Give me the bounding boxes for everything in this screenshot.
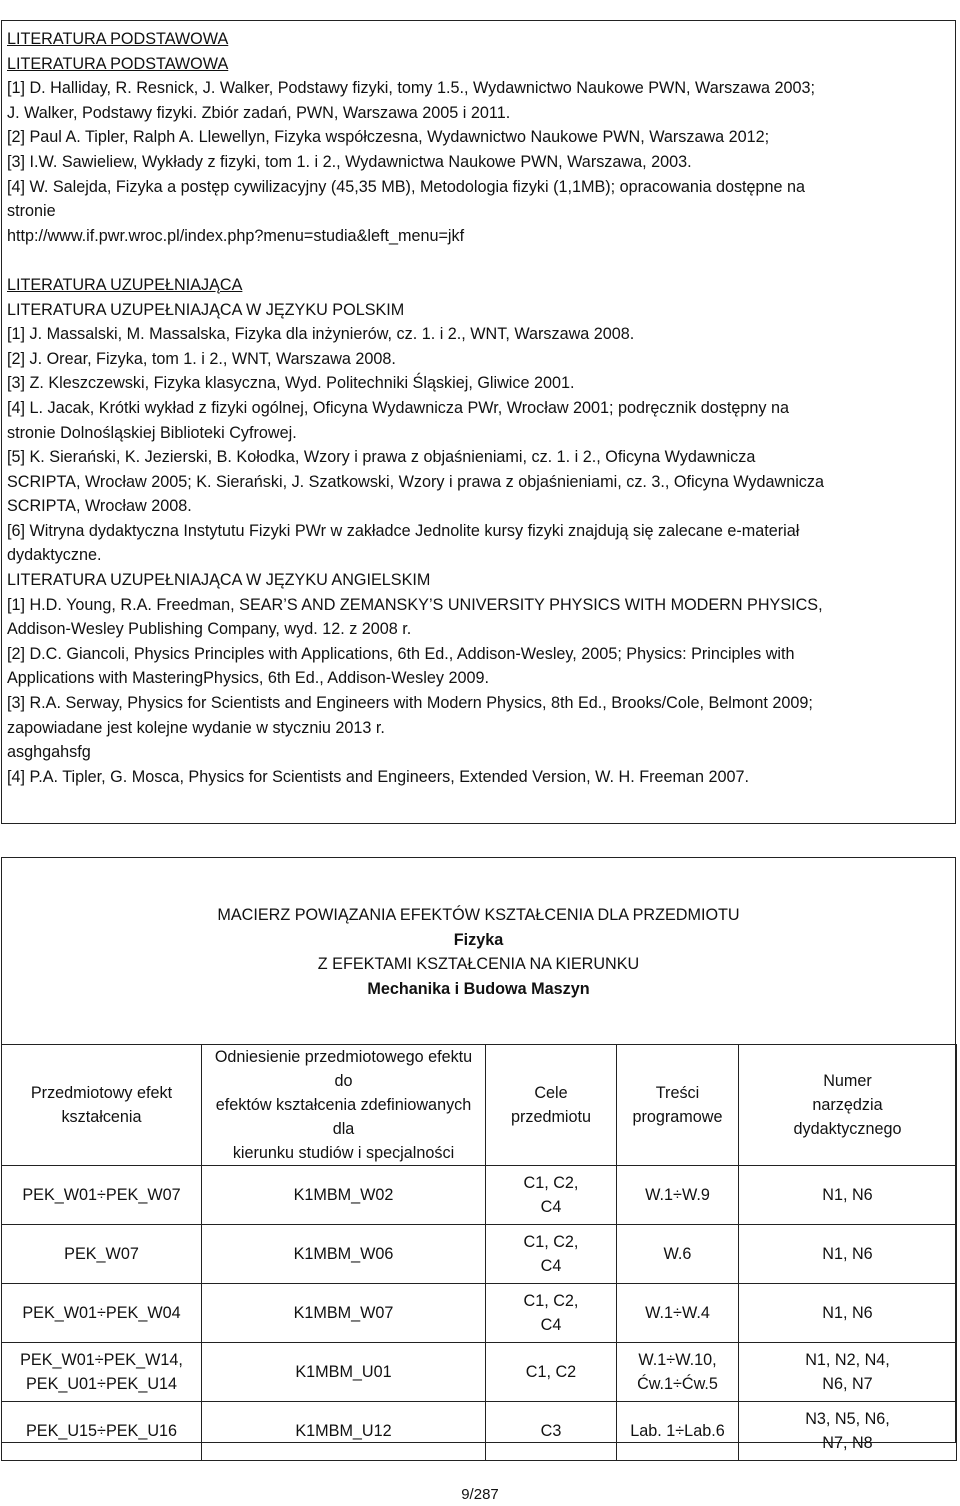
- table-cell-line: N1, N6: [822, 1186, 873, 1204]
- table-cell: [617, 1166, 739, 1225]
- matrix-title: [1, 903, 956, 1001]
- matrix-field: Mechanika i Budowa Maszyn: [367, 979, 590, 998]
- matrix-header-cell-line: Treści: [655, 1084, 700, 1102]
- page-number: 9/287: [461, 1486, 499, 1503]
- literature-line: [2] J. Orear, Fizyka, tom 1. i 2., WNT, Warszawa 2008.: [7, 349, 396, 368]
- literature-line: [4] P.A. Tipler, G. Mosca, Physics for Scientists and Engineers, Extended Version, W. H. Freeman 2007.: [7, 767, 749, 786]
- literature-line: J. Walker, Podstawy fizyki. Zbiór zadań, PWN, Warszawa 2005 i 2011.: [7, 103, 511, 122]
- table-cell: [2, 1284, 202, 1343]
- table-cell-line: N3, N5, N6,: [805, 1410, 890, 1428]
- table-cell-line: PEK_W01÷PEK_W04: [22, 1304, 181, 1322]
- table-cell: [486, 1402, 617, 1461]
- table-cell-line: N1, N6: [822, 1304, 873, 1322]
- matrix-header-cell-line: narzędzia: [812, 1096, 883, 1114]
- matrix-header-cell: [486, 1045, 617, 1166]
- literature-line: zapowiadane jest kolejne wydanie w styczniu 2013 r.: [7, 718, 385, 737]
- matrix-header-cell-line: dydaktycznego: [793, 1120, 902, 1138]
- table-cell: [202, 1343, 486, 1402]
- table-cell: [739, 1343, 957, 1402]
- table-cell: [486, 1343, 617, 1402]
- matrix-header-cell: [617, 1045, 739, 1166]
- literature-line: asghgahsfg: [7, 743, 91, 762]
- literature-line: [2] D.C. Giancoli, Physics Principles with Applications, 6th Ed., Addison-Wesley, 2005; Physics: Principles with: [7, 644, 795, 663]
- table-cell-line: PEK_U01÷PEK_U14: [25, 1375, 178, 1393]
- table-cell-line: K1MBM_U12: [295, 1422, 392, 1440]
- matrix-header-row: [2, 1045, 957, 1166]
- literature-line: Applications with MasteringPhysics, 6th Ed., Addison-Wesley 2009.: [7, 669, 489, 688]
- table-row: [2, 1284, 957, 1343]
- table-cell-line: K1MBM_W07: [293, 1304, 394, 1322]
- table-cell-line: C1, C2,: [523, 1174, 579, 1192]
- literature-line: LITERATURA PODSTAWOWA: [7, 30, 229, 48]
- literature-line: LITERATURA UZUPEŁNIAJĄCA W JĘZYKU ANGIELSKIM: [7, 571, 431, 590]
- matrix-subject: Fizyka: [453, 930, 504, 949]
- table-cell: [739, 1225, 957, 1284]
- literature-line: [7, 248, 952, 273]
- table-row: [2, 1225, 957, 1284]
- literature-line: [5] K. Sierański, K. Jezierski, B. Kołodka, Wzory i prawa z objaśnieniami, cz. 1. i 2., Oficyna Wydawnicza: [7, 448, 756, 467]
- literature-line: LITERATURA UZUPEŁNIAJĄCA: [7, 275, 243, 294]
- literature-line: [4] L. Jacak, Krótki wykład z fizyki ogólnej, Oficyna Wydawnicza PWr, Wrocław 2001; podręcznik dostępny na: [7, 398, 789, 417]
- literature-line: SCRIPTA, Wrocław 2008.: [7, 497, 192, 516]
- literature-line: dydaktyczne.: [7, 546, 102, 565]
- literature-line: [3] Z. Kleszczewski, Fizyka klasyczna, Wyd. Politechniki Śląskiej, Gliwice 2001.: [7, 374, 575, 393]
- table-cell-line: K1MBM_W02: [293, 1186, 394, 1204]
- matrix-header-cell-line: przedmiotu: [510, 1108, 592, 1126]
- literature-line: SCRIPTA, Wrocław 2005; K. Sierański, J. Szatkowski, Wzory i prawa z objaśnieniami, cz. 3., Oficyna Wydawnicza: [7, 472, 824, 491]
- table-cell-line: C1, C2,: [523, 1292, 579, 1310]
- table-cell-line: W.6: [663, 1245, 692, 1263]
- table-cell-line: W.1÷W.4: [645, 1304, 710, 1322]
- table-cell-line: N7, N8: [822, 1434, 873, 1452]
- table-cell-line: Ćw.1÷Ćw.5: [637, 1375, 718, 1393]
- table-cell-line: W.1÷W.9: [645, 1186, 710, 1204]
- table-cell: [617, 1402, 739, 1461]
- literature-line: http://www.if.pwr.wroc.pl/index.php?menu=studia&left_menu=jkf: [7, 226, 465, 245]
- table-cell: [617, 1343, 739, 1402]
- matrix-header-cell-line: Cele: [534, 1084, 568, 1102]
- table-row: [2, 1343, 957, 1402]
- table-cell: [2, 1343, 202, 1402]
- table-cell-line: PEK_U15÷PEK_U16: [25, 1422, 178, 1440]
- table-cell: [739, 1284, 957, 1343]
- table-cell-line: Lab. 1÷Lab.6: [630, 1422, 725, 1440]
- matrix-header-cell: [2, 1045, 202, 1166]
- literature-line: Addison-Wesley Publishing Company, wyd. 12. z 2008 r.: [7, 620, 412, 639]
- table-cell-line: C4: [540, 1257, 562, 1275]
- table-cell: [202, 1166, 486, 1225]
- matrix-header-cell-line: kierunku studiów i specjalności: [232, 1144, 455, 1162]
- table-cell: [486, 1284, 617, 1343]
- table-cell-line: PEK_W07: [64, 1245, 139, 1263]
- table-row: [2, 1402, 957, 1461]
- matrix-title-line1: MACIERZ POWIĄZANIA EFEKTÓW KSZTAŁCENIA DLA PRZEDMIOTU: [217, 906, 740, 924]
- matrix-header-cell-line: programowe: [632, 1108, 723, 1126]
- matrix-header-cell: [202, 1045, 486, 1166]
- literature-line: [1] J. Massalski, M. Massalska, Fizyka dla inżynierów, cz. 1. i 2., WNT, Warszawa 2008.: [7, 325, 635, 344]
- table-cell-line: C1, C2,: [523, 1233, 579, 1251]
- table-cell-line: K1MBM_U01: [295, 1363, 392, 1381]
- table-cell: [2, 1166, 202, 1225]
- matrix-header-cell-line: kształcenia: [61, 1108, 142, 1126]
- table-cell-line: C3: [540, 1422, 562, 1440]
- table-cell: [617, 1225, 739, 1284]
- table-cell: [486, 1166, 617, 1225]
- table-cell: [739, 1402, 957, 1461]
- literature-line: stronie Dolnośląskiej Biblioteki Cyfrowej.: [7, 423, 297, 442]
- literature-line: LITERATURA PODSTAWOWA: [7, 54, 229, 73]
- literature-line: LITERATURA UZUPEŁNIAJĄCA W JĘZYKU POLSKIM: [7, 300, 405, 319]
- literature-line: stronie: [7, 202, 56, 221]
- literature-text: [7, 27, 952, 789]
- matrix-header-cell-line: Przedmiotowy efekt: [30, 1084, 173, 1102]
- literature-line: [3] I.W. Sawieliew, Wykłady z fizyki, tom 1. i 2., Wydawnictwa Naukowe PWN, Warszawa, 2003.: [7, 152, 692, 171]
- table-cell: [202, 1402, 486, 1461]
- table-cell-line: N6, N7: [822, 1375, 873, 1393]
- table-cell: [202, 1225, 486, 1284]
- table-cell: [2, 1402, 202, 1461]
- table-cell: [202, 1284, 486, 1343]
- matrix-title-line3: Z EFEKTAMI KSZTAŁCENIA NA KIERUNKU: [317, 955, 640, 974]
- table-cell-line: PEK_W01÷PEK_W07: [22, 1186, 181, 1204]
- table-cell: [486, 1225, 617, 1284]
- literature-line: [2] Paul A. Tipler, Ralph A. Llewellyn, Fizyka współczesna, Wydawnictwo Naukowe PWN, Warszawa 2012;: [7, 128, 770, 147]
- table-cell: [739, 1166, 957, 1225]
- matrix-header-cell-line: Numer: [823, 1072, 872, 1090]
- table-cell-line: N1, N6: [822, 1245, 873, 1263]
- literature-line: [3] R.A. Serway, Physics for Scientists and Engineers with Modern Physics, 8th Ed., Brooks/Cole, Belmont 2009;: [7, 694, 813, 713]
- table-cell-line: PEK_W01÷PEK_W14,: [20, 1351, 183, 1369]
- literature-line: [6] Witryna dydaktyczna Instytutu Fizyki PWr w zakładce Jednolite kursy fizyki znajdują się zalecane e-materiał: [7, 521, 800, 540]
- table-cell: [617, 1284, 739, 1343]
- literature-line: [1] D. Halliday, R. Resnick, J. Walker, Podstawy fizyki, tomy 1.5., Wydawnictwo Naukowe PWN, Warszawa 2003;: [7, 79, 815, 98]
- matrix-header-cell: [739, 1045, 957, 1166]
- table-cell-line: N1, N2, N4,: [805, 1351, 890, 1369]
- table-cell-line: C1, C2: [525, 1363, 577, 1381]
- matrix-table: [1, 1044, 957, 1461]
- table-cell: [2, 1225, 202, 1284]
- table-cell-line: C4: [540, 1316, 562, 1334]
- table-cell-line: C4: [540, 1198, 562, 1216]
- matrix-header-cell-line: Odniesienie przedmiotowego efektu do: [214, 1048, 473, 1090]
- table-cell-line: W.1÷W.10,: [638, 1351, 717, 1369]
- literature-line: [4] W. Salejda, Fizyka a postęp cywilizacyjny (45,35 MB), Metodologia fizyki (1,1MB); opracowania dostępne na: [7, 177, 806, 196]
- table-row: [2, 1166, 957, 1225]
- matrix-header-cell-line: efektów kształcenia zdefiniowanych dla: [215, 1096, 472, 1138]
- literature-line: [1] H.D. Young, R.A. Freedman, SEAR’S AND ZEMANSKY’S UNIVERSITY PHYSICS WITH MODERN PHYSICS,: [7, 595, 823, 614]
- table-cell-line: K1MBM_W06: [293, 1245, 394, 1263]
